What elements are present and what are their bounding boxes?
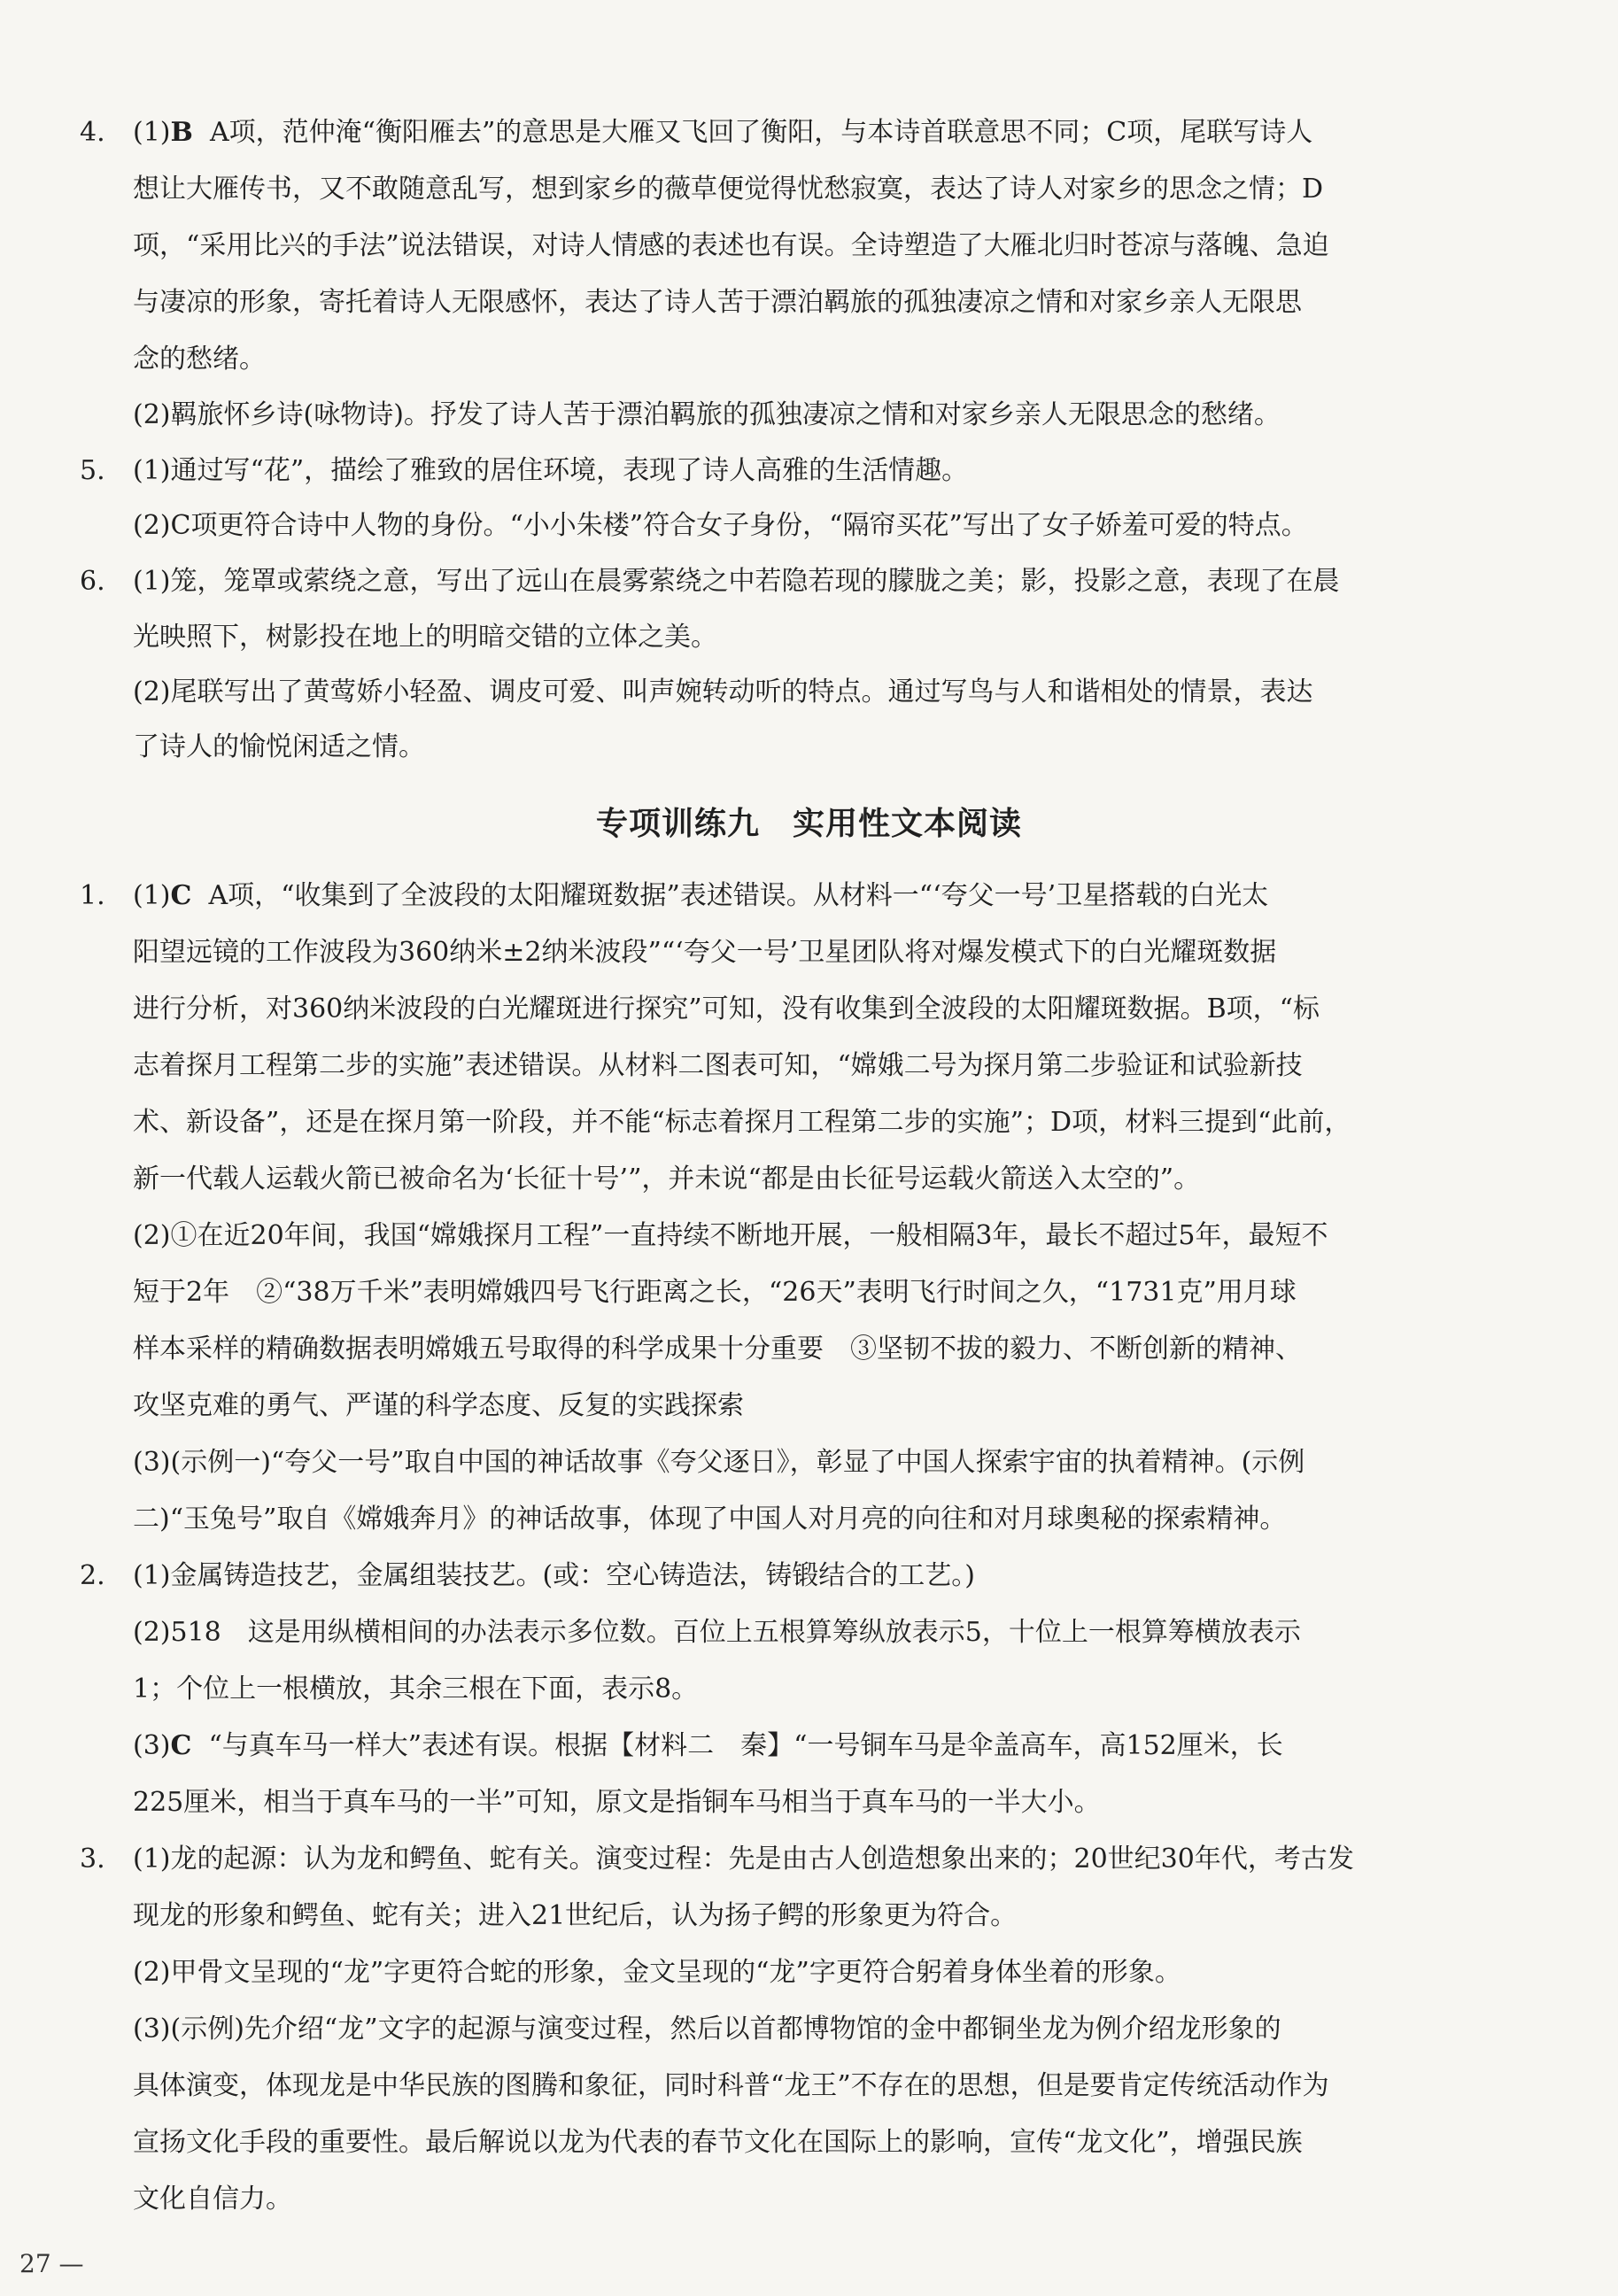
q5-part1: (1)通过写“花”，描绘了雅致的居住环境，表现了诗人高雅的生活情趣。 — [133, 455, 969, 486]
q6-part1-line2: 光映照下，树影投在地上的明暗交错的立体之美。 — [133, 622, 717, 653]
footer-dash: — — [58, 2249, 84, 2278]
s1-part1-line1: (1)C A项，“收集到了全波段的太阳耀斑数据”表述错误。从材料一“‘夸父一号’卫星搭载的白光太 — [133, 880, 1269, 911]
q4-part1-line4: 与凄凉的形象，寄托着诗人无限感怀，表达了诗人苦于漂泊羁旅的孤独凄凉之情和对家乡亲人无限思 — [133, 287, 1302, 318]
q4-number: 4. — [80, 117, 105, 148]
s3-part3-line2: 具体演变，体现龙是中华民族的图腾和象征，同时科普“龙王”不存在的思想，但是要肯定传统活动作为 — [133, 2070, 1329, 2101]
s2-part3-line1: (3)C “与真车马一样大”表述有误。根据【材料二 秦】“一号铜车马是伞盖高车，高152厘米，长 — [133, 1730, 1283, 1761]
s3-part2: (2)甲骨文呈现的“龙”字更符合蛇的形象，金文呈现的“龙”字更符合躬着身体坐着的形象。 — [133, 1957, 1181, 1988]
q4-part1-answer: B — [170, 117, 193, 148]
s1-part2-line3: 样本采样的精确数据表明嫦娥五号取得的科学成果十分重要 ③坚韧不拔的毅力、不断创新的精神、 — [133, 1334, 1302, 1364]
q4-part1-line3: 项，“采用比兴的手法”说法错误，对诗人情感的表述也有误。全诗塑造了大雁北归时苍凉与落魄、急迫 — [133, 230, 1329, 261]
s1-number: 1. — [80, 880, 105, 911]
s2-part2-line2: 1；个位上一根横放，其余三根在下面，表示8。 — [133, 1674, 699, 1705]
s3-part3-line4: 文化自信力。 — [133, 2184, 292, 2215]
s2-part1: (1)金属铸造技艺，金属组装技艺。(或：空心铸造法，铸锻结合的工艺。) — [133, 1560, 975, 1591]
q4-part1-line5: 念的愁绪。 — [133, 344, 266, 375]
q5-number: 5. — [80, 455, 105, 486]
page-footer — [19, 2249, 84, 2278]
q4-part1-line2: 想让大雁传书，又不敢随意乱写，想到家乡的薇草便觉得忧愁寂寞，表达了诗人对家乡的思念之情；D — [133, 174, 1324, 205]
s1-part2-line2: 短于2年 ②“38万千米”表明嫦娥四号飞行距离之长，“26天”表明飞行时间之久，“1731克”用月球 — [133, 1277, 1297, 1308]
q4-part1-line1: (1)B A项，范仲淹“衡阳雁去”的意思是大雁又飞回了衡阳，与本诗首联意思不同；C项，尾联写诗人 — [133, 117, 1313, 148]
page-number: 27 — [19, 2249, 51, 2278]
q6-part2-line2: 了诗人的愉悦闲适之情。 — [133, 731, 425, 762]
q6-part2-line1: (2)尾联写出了黄莺娇小轻盈、调皮可爱、叫声婉转动听的特点。通过写鸟与人和谐相处的情景，表达 — [133, 676, 1313, 707]
s2-part2-line1: (2)518 这是用纵横相间的办法表示多位数。百位上五根算筹纵放表示5，十位上一根算筹横放表示 — [133, 1617, 1301, 1648]
s1-part1-line6: 新一代载人运载火箭已被命名为‘长征十号’”，并未说“都是由长征号运载火箭送入太空的”。 — [133, 1163, 1201, 1194]
s1-part1-line5: 术、新设备”，还是在探月第一阶段，并不能“标志着探月工程第二步的实施”；D项，材料三提到“此前， — [133, 1107, 1351, 1138]
q4-part2: (2)羁旅怀乡诗(咏物诗)。抒发了诗人苦于漂泊羁旅的孤独凄凉之情和对家乡亲人无限思念的愁绪。 — [133, 399, 1281, 430]
s2-part3-line2: 225厘米，相当于真车马的一半”可知，原文是指铜车马相当于真车马的一半大小。 — [133, 1787, 1101, 1818]
s3-number: 3. — [80, 1844, 105, 1875]
s1-part3-line2: 二)“玉兔号”取自《嫦娥奔月》的神话故事，体现了中国人对月亮的向往和对月球奥秘的探索精神。 — [133, 1504, 1287, 1535]
s3-part1-line1: (1)龙的起源：认为龙和鳄鱼、蛇有关。演变过程：先是由古人创造想象出来的；20世纪30年代，考古发 — [133, 1844, 1354, 1875]
s2-number: 2. — [80, 1560, 105, 1591]
q5-part2: (2)C项更符合诗中人物的身份。“小小朱楼”符合女子身份，“隔帘买花”写出了女子娇羞可爱的特点。 — [133, 510, 1308, 541]
section-title: 专项训练九 实用性文本阅读 — [595, 806, 1022, 842]
s2-part3-answer: C — [170, 1730, 192, 1761]
s1-part1-line3: 进行分析，对360纳米波段的白光耀斑进行探究”可知，没有收集到全波段的太阳耀斑数据。B项，“标 — [133, 993, 1320, 1024]
s1-part1-line2: 阳望远镜的工作波段为360纳米±2纳米波段”“‘夸父一号’卫星团队将对爆发模式下的白光耀斑数据 — [133, 937, 1277, 968]
s3-part3-line3: 宣扬文化手段的重要性。最后解说以龙为代表的春节文化在国际上的影响，宣传“龙文化”，增强民族 — [133, 2127, 1303, 2158]
q6-part1-line1: (1)笼，笼罩或萦绕之意，写出了远山在晨雾萦绕之中若隐若现的朦胧之美；影，投影之意，表现了在晨 — [133, 566, 1340, 597]
s1-part2-line1: (2)①在近20年间，我国“嫦娥探月工程”一直持续不断地开展，一般相隔3年，最长不超过5年，最短不 — [133, 1220, 1328, 1251]
s1-part2-line4: 攻坚克难的勇气、严谨的科学态度、反复的实践探索 — [133, 1390, 744, 1421]
q6-number: 6. — [80, 566, 105, 597]
s1-part1-answer: C — [170, 880, 192, 911]
s1-part1-line4: 志着探月工程第二步的实施”表述错误。从材料二图表可知，“嫦娥二号为探月第二步验证和试验新技 — [133, 1050, 1303, 1081]
s3-part1-line2: 现龙的形象和鳄鱼、蛇有关；进入21世纪后，认为扬子鳄的形象更为符合。 — [133, 1900, 1018, 1931]
s3-part3-line1: (3)(示例)先介绍“龙”文字的起源与演变过程，然后以首都博物馆的金中都铜坐龙为例介绍龙形象的 — [133, 2014, 1281, 2045]
s1-part3-line1: (3)(示例一)“夸父一号”取自中国的神话故事《夸父逐日》，彰显了中国人探索宇宙的执着精神。(示例 — [133, 1447, 1305, 1478]
